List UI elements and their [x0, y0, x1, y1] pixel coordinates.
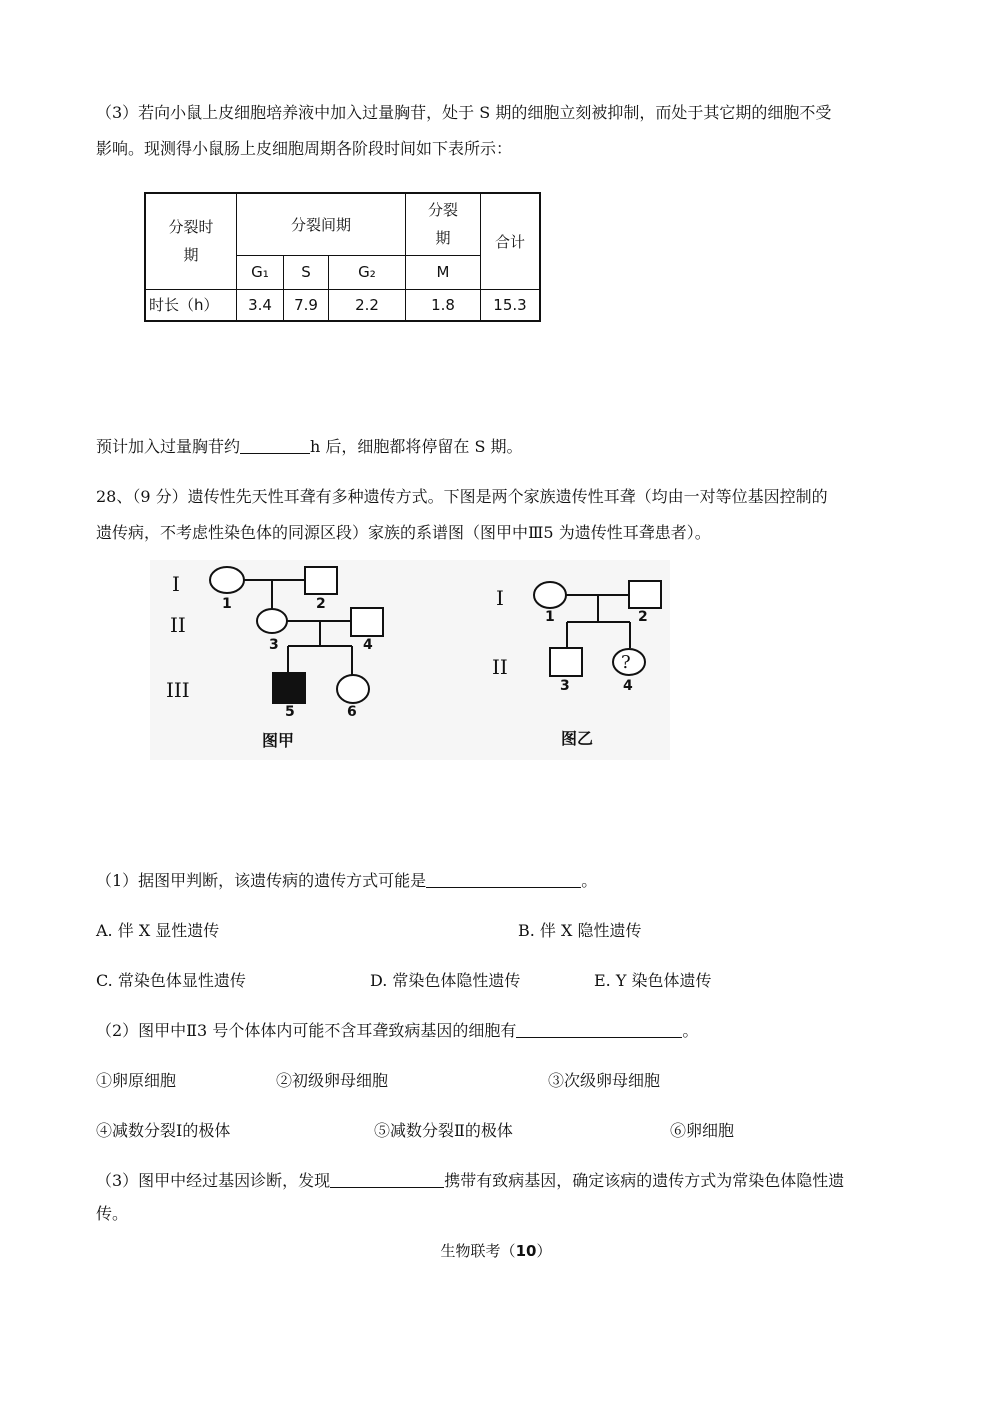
fig-yi-gen-I: I [496, 586, 504, 610]
table-row-header: 分裂时期 [145, 193, 237, 289]
table-cell: 1.8 [406, 289, 481, 321]
option-b: B. 伴 X 隐性遗传 [518, 921, 642, 940]
table-cell: 3.4 [237, 289, 284, 321]
fig-jia-gen-I: I [172, 572, 180, 596]
fig-jia-id: 6 [347, 704, 357, 720]
fig-jia-id: 5 [285, 704, 295, 720]
answer-blank[interactable] [516, 1021, 682, 1038]
fig-jia-id: 3 [269, 637, 279, 653]
table-sub-m: M [406, 255, 481, 289]
answer-blank[interactable] [240, 437, 310, 454]
table-interphase-header: 分裂间期 [237, 193, 406, 255]
fig-jia-id: 1 [222, 596, 232, 612]
fig-jia-I1-female [210, 567, 244, 593]
q27-predict: 预计加入过量胸苷约 h 后，细胞都将停留在 S 期。 [96, 437, 523, 456]
fig-yi-id: 3 [560, 678, 570, 694]
answer-blank[interactable] [330, 1171, 444, 1188]
fig-jia-id: 2 [316, 596, 326, 612]
page-footer: 生物联考（10） [440, 1242, 552, 1260]
fig-jia-I2-male [305, 567, 337, 594]
option-a: A. 伴 X 显性遗传 [96, 921, 220, 940]
answer-blank[interactable] [426, 871, 581, 888]
q27-intro-line2: 影响。现测得小鼠肠上皮细胞周期各阶段时间如下表所示： [96, 139, 513, 158]
cell-option-4: ④减数分裂Ⅰ的极体 [96, 1121, 231, 1140]
fig-yi-id: 2 [638, 609, 648, 625]
cell-option-3: ③次级卵母细胞 [548, 1071, 661, 1090]
table-total-header: 合计 [481, 193, 541, 289]
fig-jia-gen-II: II [170, 613, 186, 637]
cell-cycle-table [144, 192, 541, 322]
q27-intro-line1: （3）若向小鼠上皮细胞培养液中加入过量胸苷，处于 S 期的细胞立刻被抑制，而处于其它期的细胞不受 [96, 103, 832, 122]
option-d: D. 常染色体隐性遗传 [370, 971, 521, 990]
table-cell: 15.3 [481, 289, 541, 321]
table-sub-g2: G₂ [329, 255, 406, 289]
pedigree-svg [150, 560, 670, 760]
fig-jia-caption: 图甲 [262, 731, 295, 750]
option-c: C. 常染色体显性遗传 [96, 971, 246, 990]
table-sub-s: S [284, 255, 329, 289]
table-cell: 2.2 [329, 289, 406, 321]
q28-sub3-line2: 传。 [96, 1204, 129, 1223]
fig-jia-III5-affected-male [273, 673, 305, 703]
question-mark: ? [621, 652, 631, 673]
fig-yi-caption: 图乙 [561, 729, 594, 748]
table-cell: 7.9 [284, 289, 329, 321]
fig-yi-II3-male [550, 648, 582, 676]
cell-option-1: ①卵原细胞 [96, 1071, 177, 1090]
cell-option-5: ⑤减数分裂Ⅱ的极体 [374, 1121, 513, 1140]
q28-sub3: （3）图甲中经过基因诊断，发现 携带有致病基因，确定该病的遗传方式为常染色体隐性遗 [96, 1171, 845, 1190]
fig-yi-I2-male [629, 581, 661, 608]
cell-option-2: ②初级卵母细胞 [276, 1071, 389, 1090]
table-sub-g1: G₁ [237, 255, 284, 289]
cell-option-6: ⑥卵细胞 [670, 1121, 735, 1140]
q28-sub2: （2）图甲中Ⅱ3 号个体体内可能不含耳聋致病基因的细胞有 。 [96, 1021, 699, 1040]
q28-stem-line1: 28、（9 分）遗传性先天性耳聋有多种遗传方式。下图是两个家族遗传性耳聋（均由一对等位基因控制的 [96, 487, 828, 506]
page-number: 10 [515, 1242, 537, 1260]
fig-yi-id: 4 [623, 678, 633, 694]
fig-jia-II3-female [257, 609, 287, 633]
table-mitosis-header: 分裂期 [406, 193, 481, 255]
fig-jia-id: 4 [363, 637, 373, 653]
table-duration-label: 时长（h） [145, 289, 237, 321]
q28-sub1: （1）据图甲判断，该遗传病的遗传方式可能是 。 [96, 871, 598, 890]
fig-yi-I1-female [534, 582, 566, 608]
fig-jia-gen-III: III [166, 678, 190, 702]
fig-yi-gen-II: II [492, 655, 508, 679]
fig-jia-III6-female [337, 675, 369, 703]
q28-stem-line2: 遗传病，不考虑性染色体的同源区段）家族的系谱图（图甲中Ⅲ5 为遗传性耳聋患者）。 [96, 523, 711, 542]
option-e: E. Y 染色体遗传 [594, 971, 712, 990]
fig-jia-II4-male [351, 608, 383, 636]
fig-yi-id: 1 [545, 609, 555, 625]
